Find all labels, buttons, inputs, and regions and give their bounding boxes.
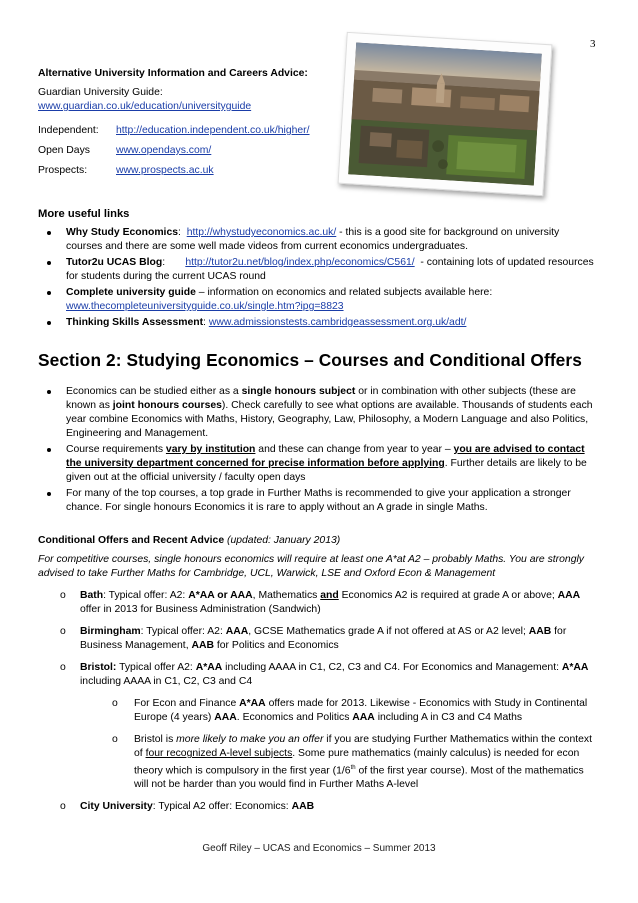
campus-photo (338, 32, 553, 196)
text: . Economics and Politics (236, 712, 353, 723)
text: and these can change from year to year – (255, 444, 454, 455)
uni-name: Bristol: (80, 662, 117, 673)
open-days-row (38, 144, 211, 158)
page-number: 3 (590, 38, 596, 50)
text: for Business Management, (80, 626, 567, 651)
item-text: - containing lots of updated resources for students during the current UCAS round (66, 257, 597, 282)
grade: AAA (352, 712, 375, 723)
superscript: th (350, 765, 356, 771)
text: if you are studying Further Mathematics within the context of (134, 734, 592, 759)
text: or in combination with other subjects (these are known as (66, 386, 576, 411)
prospects-link[interactable]: www.prospects.ac.uk (116, 165, 214, 176)
conditional-updated: (updated: January 2013) (224, 535, 341, 546)
item-title: Tutor2u UCAS Blog (66, 257, 163, 268)
guardian-link[interactable]: www.guardian.co.uk/education/universityguide (38, 101, 252, 112)
section2-title: Section 2: Studying Economics – Courses and Conditional Offers (38, 350, 582, 370)
item-title: Why Study Economics (66, 227, 179, 238)
useful-links-list (38, 226, 596, 332)
page-footer: Geoff Riley – UCAS and Economics – Summer 2013 (202, 843, 436, 854)
item-title: Thinking Skills Assessment (66, 317, 204, 328)
list-item-bristol (38, 661, 600, 792)
list-item (38, 256, 596, 284)
text: for Politics and Economics (214, 640, 339, 651)
text: . Further details are likely to be given out at the official university / faculty open days (66, 458, 587, 483)
item-colon: : (162, 257, 186, 268)
grade: AAB (191, 640, 214, 651)
item-title: Complete university guide (66, 287, 196, 298)
joint-honours-term: joint honours courses (112, 400, 222, 411)
item-text: – information on economics and related subjects available here: (195, 287, 493, 298)
text: , GCSE Mathematics grade A if not offered at AS or A2 level; (248, 626, 529, 637)
grade: AAA (214, 712, 237, 723)
single-honours-term: single honours subject (241, 386, 356, 397)
text: . Some pure mathematics (mainly calculus) is needed for econ theory which is compulsory in the first year (1/6 (134, 748, 580, 777)
open-days-label: Open Days (38, 145, 90, 156)
list-item (38, 286, 596, 314)
offer-emphasis: more likely to make you an offer (176, 734, 324, 745)
open-days-link[interactable]: www.opendays.com/ (116, 145, 212, 156)
list-item (38, 385, 600, 441)
grade: A*AA (561, 662, 589, 673)
list-item-bristol-further-maths (112, 733, 600, 792)
bullet-o: o (60, 626, 66, 637)
bristol-sublist (112, 697, 600, 792)
item-colon: : (203, 317, 209, 328)
grade: A*AA (239, 698, 266, 709)
independent-link[interactable]: http://education.independent.co.uk/higher/ (116, 125, 310, 136)
guardian-label: Guardian University Guide: (38, 87, 163, 98)
text: Economics A2 is required at grade A or above; (338, 590, 558, 601)
text: offers made for 2013. Likewise - Economics with Study in Continental Europe (4 years) (134, 698, 588, 723)
list-item (38, 487, 600, 515)
list-item (38, 226, 596, 254)
text: including A in C3 and C4 Maths (374, 712, 523, 723)
text: offer in 2013 for Business Administration (Sandwich) (80, 604, 321, 615)
text: Course requirements (66, 444, 166, 455)
text: Economics can be studied either as a (66, 386, 242, 397)
vary-by-institution: vary by institution (165, 444, 256, 455)
grade: A*AA or AAA (188, 590, 253, 601)
grade: AAB (528, 626, 552, 637)
text: ). Check carefully to see what options are available. Thousands of students each year combine Economics with Maths, History, Geography, Law, Philosophy, a Modern Language and also Politics, Engineering and Management. (66, 400, 593, 439)
grade: AAA (557, 590, 581, 601)
campus-aerial-image (348, 42, 542, 185)
grade: AAB (291, 801, 315, 813)
useful-links-heading: More useful links (38, 208, 130, 220)
bullet-o: o (60, 801, 66, 813)
conditional-heading (38, 535, 340, 546)
conditional-heading-text: Conditional Offers and Recent Advice (38, 535, 225, 546)
tutor2u-blog-link[interactable]: http://tutor2u.net/blog/index.php/economics/C561/ (185, 257, 415, 268)
complete-guide-link[interactable]: www.thecompleteuniversityguide.co.uk/single.htm?ipg=8823 (66, 301, 344, 312)
text: : Typical A2 offer: Economics: (152, 801, 292, 813)
text: , Mathematics (252, 590, 321, 601)
text: Typical offer A2: (116, 662, 196, 673)
grade: A*AA (195, 662, 223, 673)
item-text: - this is a good site for background on university courses and there are some well made videos from current economics undergraduates. (66, 227, 560, 252)
bullet-o: o (112, 698, 118, 709)
text: : Typical offer: A2: (140, 626, 226, 637)
list-item-city (38, 800, 600, 814)
bullet-o: o (60, 662, 66, 673)
list-item-bath (38, 589, 600, 617)
four-alevels-emphasis: four recognized A-level subjects (145, 748, 293, 759)
uni-name: City University (80, 801, 153, 813)
text: including AAAA in C1, C2, C3 and C4. For Economics and Management: (222, 662, 562, 673)
text: For many of the top courses, a top grade in Further Maths is recommended to give your application a stronger chance. For single honours Economics it is rare to apply without an A grade in single Maths. (66, 488, 571, 513)
list-item (38, 443, 600, 485)
prospects-row (38, 164, 214, 178)
section2-list (38, 385, 600, 517)
list-item-birmingham (38, 625, 600, 653)
prospects-label: Prospects: (38, 165, 88, 176)
why-study-economics-link[interactable]: http://whystudyeconomics.ac.uk/ (186, 227, 337, 238)
independent-row (38, 124, 310, 138)
list-item (38, 316, 596, 330)
and-emphasis: and (320, 590, 339, 601)
item-colon: : (178, 227, 187, 238)
grade: AAA (225, 626, 249, 637)
text: : Typical offer: A2: (103, 590, 189, 601)
list-item-bristol-finance (112, 697, 600, 725)
text: For Econ and Finance (134, 698, 240, 709)
uni-name: Birmingham (80, 626, 141, 637)
text: of the first year course). Most of the mathematics will not be harder than you would find in Further Maths A-level (134, 765, 584, 791)
text: including AAAA in C1, C2, C3 and C4 (80, 676, 253, 687)
uni-name: Bath (80, 590, 104, 601)
independent-label: Independent: (38, 125, 99, 136)
bullet-o: o (60, 590, 66, 601)
conditional-intro: For competitive courses, single honours economics will require at least one A*at A2 – probably Maths. You are strongly advised to take Further Maths for Cambridge, UCL, Warwick, LSE and Oxford Econ & Management (38, 554, 584, 579)
offers-list (38, 589, 600, 822)
text: Bristol is (134, 734, 177, 745)
tsa-link[interactable]: www.admissionstests.cambridgeassessment.org.uk/adt/ (208, 317, 467, 328)
alt-advice-heading: Alternative University Information and Careers Advice: (38, 68, 308, 79)
bullet-o: o (112, 734, 118, 745)
advice-emphasis: you are advised to contact the university department concerned for precise information before applying (66, 444, 585, 469)
